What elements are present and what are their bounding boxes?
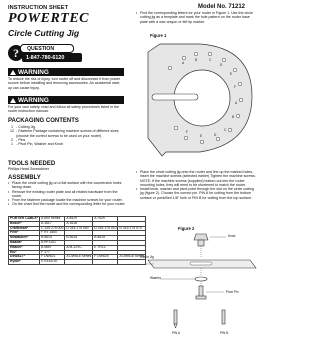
router-model-cell: C 315.275 000 [41, 225, 64, 230]
model-number: Model No. 71212 [198, 4, 246, 10]
svg-text:E: E [230, 72, 233, 76]
svg-text:A: A [182, 61, 185, 65]
assembly-step: • Place the circle cutting jig onto the router and line up the marked holes, insert the machine screws (selected earlier) Tighten the machine screws. [136, 170, 258, 179]
packaging-item: 2 - Pins [11, 137, 26, 142]
tools-title: TOOLS NEEDED [8, 161, 56, 167]
packaging-section [8, 118, 124, 146]
router-model-cell: F 177 [40, 250, 65, 255]
question-badge [8, 43, 120, 65]
router-model-cell: F DW621 [40, 255, 65, 260]
pivot-pin-label: Pivot Pin [226, 290, 239, 294]
assembly-note: NOTE: If the machine screws (supplied) bottom out into the router mounting holes, they will need to be shortened to match the router. [140, 178, 247, 187]
washer-label: Washer [150, 276, 161, 280]
router-brand-cell: Fein* [9, 231, 40, 236]
svg-text:E: E [200, 134, 203, 138]
question-label: QUESTION [20, 44, 74, 53]
svg-text:F: F [186, 130, 188, 134]
warning-bar [8, 68, 124, 76]
router-model-cell: A 8529 [65, 217, 93, 222]
svg-text:B: B [232, 115, 235, 119]
knob-label: Knob [228, 234, 236, 238]
router-model-cell: A M-12VC [65, 245, 93, 250]
pin-a-label: PIN A [172, 331, 181, 335]
router-brand-cell: Craftsman* [9, 226, 40, 231]
router-model-cell: E TR12 [93, 245, 118, 250]
router-model-cell: A DW618 Series [119, 254, 145, 259]
router-model-cell: A DW616 Series [66, 254, 92, 259]
router-model-cell: A 1618 [65, 221, 93, 226]
warning-triangle-icon [10, 98, 16, 103]
router-model-cell: F RT 1800 [40, 231, 65, 236]
svg-text:D: D [220, 63, 223, 67]
router-model-cell: B 5615 [40, 236, 65, 241]
warning-bar [8, 96, 124, 104]
right-steps-top [136, 11, 258, 24]
router-chart [8, 216, 146, 265]
router-brand-cell: Milwaukee* [9, 236, 40, 241]
warning-block-2 [8, 96, 124, 114]
router-brand-cell: DeWALT* [9, 255, 40, 260]
warning-text: For your own safety, read and follow all safety procedures listed in the router instruction manual. [8, 105, 119, 114]
assembly-step: • On the chart find the model and the corresponding letter for your router. [8, 202, 126, 206]
assembly-step: • Install knob, washer and pivot point through the slot on the circle cutting jig (figure 2). Choose the correct pin. PIN A for cutting from the bottom surface or predrilled 1/8" hole or PIN B for cutting from the top surface. [136, 187, 258, 200]
router-table-row [9, 260, 146, 265]
warning-triangle-icon [10, 70, 16, 75]
router-model-cell: D 315.175 050 [65, 226, 93, 231]
router-model-cell: A 7529 [93, 217, 118, 222]
router-model-cell [93, 260, 118, 265]
router-model-cell: F DW625 [93, 255, 118, 260]
figure2-diagram [140, 230, 258, 336]
router-brand-cell: Bosch* [9, 221, 40, 226]
svg-text:A: A [235, 101, 238, 105]
assembly-step: • Find the corresponding letters for your router in Figure 1. Use the circle cutting jig as a template and mark the hole pattern on the router base plate with a wax crayon or felt tip marker. [136, 11, 258, 24]
pin-b-label: PIN B [220, 331, 229, 335]
svg-text:B: B [195, 58, 198, 62]
router-model-cell: B M8V [40, 245, 65, 250]
router-model-cell: A RF1101 [40, 240, 65, 245]
router-model-cell: A 1617 [40, 221, 65, 226]
router-brand-cell: PORTER CABLE* [10, 216, 39, 220]
packaging-item: 1 - Pivot Pin, Washer and Knob [11, 142, 64, 147]
slot-label: Slot in Jig [140, 255, 154, 259]
router-brand-cell: Ryobi* [9, 260, 40, 265]
warning-text: To reduce the risk of injury, turn router off and disconnect it from power source before installing and removing accessories. An accidental start-up can cause injury. [8, 77, 121, 90]
figure2-label: Figure 2 [178, 226, 195, 231]
router-model-cell: D 315.175 070 [118, 226, 146, 231]
tools-section [8, 161, 124, 171]
packaging-item: 12 - Fastener Package containing machine screws of different sizes (choose the correct screws to be used on your router) [10, 129, 119, 138]
svg-text:F: F [234, 85, 236, 89]
figure1-jig-diagram [140, 38, 258, 160]
svg-text:C: C [224, 128, 227, 132]
router-brand-cell: Elu* [9, 250, 40, 255]
assembly-step: • Place the circle cutting jig on a flat surface with the countersink holes facing down. [8, 181, 126, 190]
knob-shape [194, 234, 208, 246]
router-model-cell: A 690 Series [40, 217, 65, 222]
router-model-cell: D 315.175 010 [94, 225, 117, 230]
brand-logo: POWERTEC [8, 11, 90, 26]
right-steps-bottom [136, 170, 258, 200]
assembly-step: • From the fastener package locate the machine screws for your router. [8, 198, 126, 202]
router-model-cell: B 5616 [65, 236, 93, 241]
router-model-cell [65, 260, 93, 265]
packaging-item: 1 - Cutting Jig [11, 125, 36, 129]
question-icon: ? [8, 45, 24, 61]
svg-text:C: C [209, 58, 212, 62]
router-model-cell: E R161/1K [40, 260, 65, 265]
figure1-label: Figure 1 [150, 33, 167, 38]
tools-text: Phillips Head Screwdriver [8, 167, 49, 171]
warning-label: WARNING [18, 96, 49, 104]
assembly-section [8, 175, 126, 207]
assembly-step: • Remove the existing router plate and all related hardware from the router. [8, 190, 126, 199]
router-brand-cell: Hitachi* [9, 245, 40, 250]
assembly-title: ASSEMBLY [8, 175, 41, 181]
svg-text:D: D [214, 133, 217, 137]
router-model-cell: B 5619 [93, 236, 118, 241]
phone-number: 1-847-780-6120 [22, 53, 82, 62]
instruction-sheet-label: INSTRUCTION SHEET [8, 5, 69, 11]
packaging-title: PACKAGING CONTENTS [8, 118, 79, 124]
router-table [8, 216, 146, 265]
warning-block-1 [8, 68, 124, 90]
router-brand-cell: Makita* [9, 240, 40, 245]
warning-label: WARNING [18, 68, 49, 76]
page-title: Circle Cutting Jig [8, 28, 80, 38]
